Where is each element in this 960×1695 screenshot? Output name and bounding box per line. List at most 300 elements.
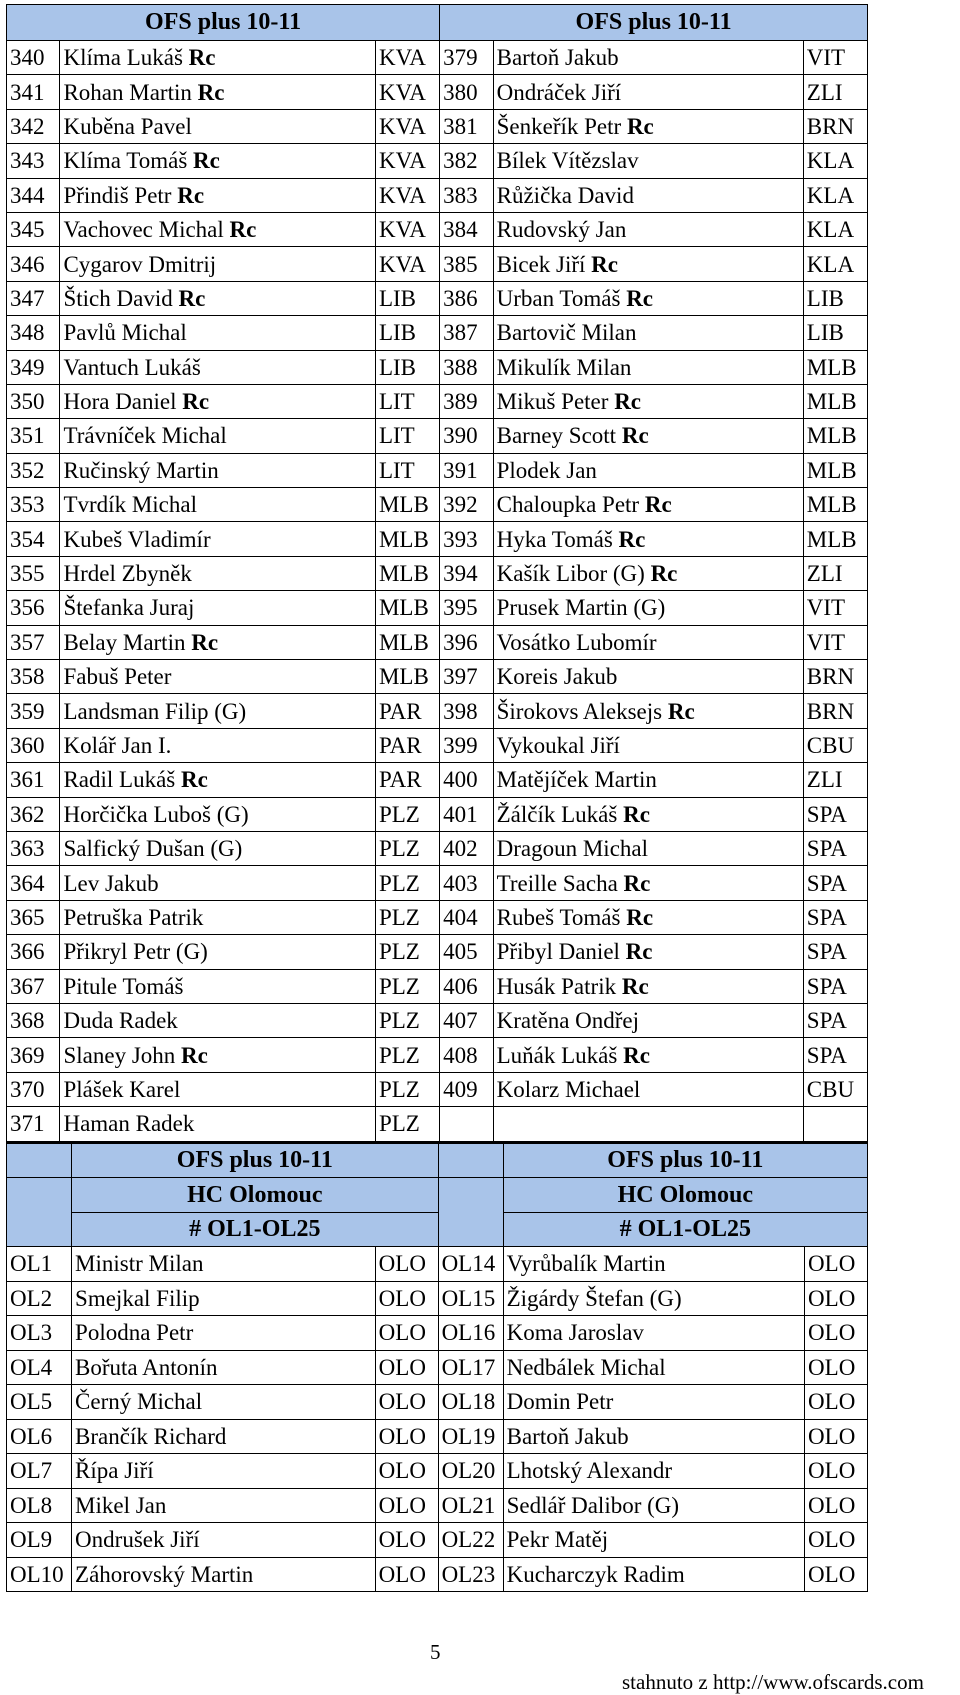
- team-code: OLO: [375, 1350, 438, 1385]
- team-code: MLB: [803, 488, 867, 522]
- team-code: VIT: [803, 591, 867, 625]
- olomouc-header-right-range: # OL1-OL25: [503, 1212, 867, 1247]
- card-number: 364: [7, 866, 60, 900]
- player-name: Ondráček Jiří: [493, 75, 803, 109]
- player-name: Vykoukal Jiří: [493, 728, 803, 762]
- table-row: [7, 1003, 868, 1037]
- card-number: OL3: [7, 1316, 72, 1351]
- team-code: MLB: [803, 350, 867, 384]
- table-row: [7, 1107, 868, 1141]
- card-number: 385: [440, 247, 493, 281]
- rookie-card-badge: Rc: [623, 801, 650, 827]
- table-row: [7, 247, 868, 281]
- player-name: Landsman Filip (G): [60, 694, 376, 728]
- team-code: SPA: [803, 969, 867, 1003]
- table-row: [7, 453, 868, 487]
- table-row: [7, 1488, 868, 1523]
- player-name: Mikulík Milan: [493, 350, 803, 384]
- team-code: MLB: [375, 522, 439, 556]
- team-code: OLO: [805, 1281, 868, 1316]
- card-number: OL4: [7, 1350, 72, 1385]
- card-number: OL1: [7, 1247, 72, 1282]
- team-code: OLO: [375, 1454, 438, 1489]
- player-name: Vantuch Lukáš: [60, 350, 376, 384]
- player-name: Rohan Martin Rc: [60, 75, 376, 109]
- player-name: Rubeš Tomáš Rc: [493, 900, 803, 934]
- player-name: Bicek Jiří Rc: [493, 247, 803, 281]
- team-code: LIT: [375, 419, 439, 453]
- card-number: OL15: [438, 1281, 503, 1316]
- player-name: Plodek Jan: [493, 453, 803, 487]
- card-number: 400: [440, 763, 493, 797]
- team-code: OLO: [375, 1281, 438, 1316]
- team-code: MLB: [803, 419, 867, 453]
- card-number: 366: [7, 935, 60, 969]
- card-number: OL5: [7, 1385, 72, 1420]
- team-code: MLB: [803, 453, 867, 487]
- team-code: OLO: [375, 1557, 438, 1592]
- player-name: Bořuta Antonín: [72, 1350, 376, 1385]
- rookie-card-badge: Rc: [614, 389, 642, 415]
- team-code: PAR: [375, 763, 439, 797]
- player-name: Slaney John Rc: [60, 1038, 376, 1072]
- card-number: OL8: [7, 1488, 72, 1523]
- card-number: OL10: [7, 1557, 72, 1592]
- team-code: PAR: [375, 728, 439, 762]
- team-code: OLO: [375, 1385, 438, 1420]
- card-number: 392: [440, 488, 493, 522]
- table-row: [7, 900, 868, 934]
- player-name: Pekr Matěj: [503, 1523, 804, 1558]
- rookie-card-badge: Rc: [181, 1042, 208, 1068]
- player-name: Urban Tomáš Rc: [493, 281, 803, 315]
- team-code: OLO: [805, 1488, 868, 1523]
- player-name: Luňák Lukáš Rc: [493, 1038, 803, 1072]
- card-number: 351: [7, 419, 60, 453]
- rookie-card-badge: Rc: [625, 939, 653, 965]
- team-code: VIT: [803, 41, 867, 75]
- team-code: KVA: [375, 41, 439, 75]
- rookie-card-badge: Rc: [650, 561, 678, 587]
- team-code: MLB: [803, 384, 867, 418]
- team-code: PLZ: [375, 900, 439, 934]
- player-name: Prusek Martin (G): [493, 591, 803, 625]
- player-name: Přibyl Daniel Rc: [493, 935, 803, 969]
- card-number: 404: [440, 900, 493, 934]
- header-blank: [7, 1143, 72, 1178]
- rookie-card-badge: Rc: [626, 113, 654, 139]
- card-number: 407: [440, 1003, 493, 1037]
- player-name: Šenkeřík Petr Rc: [493, 109, 803, 143]
- card-number: 383: [440, 178, 493, 212]
- team-code: BRN: [803, 694, 867, 728]
- header-blank: [438, 1143, 503, 1178]
- player-name: Širokovs Aleksejs Rc: [493, 694, 803, 728]
- rookie-card-badge: Rc: [181, 767, 208, 793]
- card-number: 395: [440, 591, 493, 625]
- team-code: OLO: [805, 1247, 868, 1282]
- card-number: 365: [7, 900, 60, 934]
- team-code: OLO: [805, 1454, 868, 1489]
- team-code: KVA: [375, 212, 439, 246]
- rookie-card-badge: Rc: [623, 870, 651, 896]
- team-code: KVA: [375, 144, 439, 178]
- table-row: [7, 1385, 868, 1420]
- table-row: [7, 969, 868, 1003]
- table-row: [7, 935, 868, 969]
- card-number: [440, 1107, 493, 1141]
- player-name: Kratěna Ondřej: [493, 1003, 803, 1037]
- table-row: [7, 1281, 868, 1316]
- player-name: Bartovič Milan: [493, 316, 803, 350]
- team-code: SPA: [803, 831, 867, 865]
- team-code: KVA: [375, 178, 439, 212]
- card-number: 358: [7, 660, 60, 694]
- player-name: Tvrdík Michal: [60, 488, 376, 522]
- rookie-card-badge: Rc: [626, 285, 654, 311]
- player-name: Mikel Jan: [72, 1488, 376, 1523]
- team-code: OLO: [805, 1523, 868, 1558]
- team-code: KVA: [375, 247, 439, 281]
- player-name: Přindiš Petr Rc: [60, 178, 376, 212]
- card-number: 397: [440, 660, 493, 694]
- team-code: PLZ: [375, 935, 439, 969]
- table-row: [7, 488, 868, 522]
- card-number: OL21: [438, 1488, 503, 1523]
- table-row: [7, 591, 868, 625]
- player-name: Treille Sacha Rc: [493, 866, 803, 900]
- player-name: Bartoň Jakub: [503, 1419, 804, 1454]
- card-number: OL9: [7, 1523, 72, 1558]
- player-name: Štefanka Juraj: [60, 591, 376, 625]
- team-code: SPA: [803, 797, 867, 831]
- card-number: OL22: [438, 1523, 503, 1558]
- checklist-table-top: [6, 4, 868, 1142]
- card-number: 353: [7, 488, 60, 522]
- team-code: PAR: [375, 694, 439, 728]
- olomouc-header-right-team: HC Olomouc: [503, 1178, 867, 1213]
- card-number: OL23: [438, 1557, 503, 1592]
- team-code: BRN: [803, 109, 867, 143]
- team-code: LIT: [375, 384, 439, 418]
- card-number: 341: [7, 75, 60, 109]
- rookie-card-badge: Rc: [621, 973, 649, 999]
- player-name: Vyrůbalík Martin: [503, 1247, 804, 1282]
- rookie-card-badge: Rc: [667, 698, 695, 724]
- table-row: [7, 212, 868, 246]
- team-code: MLB: [375, 488, 439, 522]
- team-code: KLA: [803, 144, 867, 178]
- player-name: Plášek Karel: [60, 1072, 376, 1106]
- team-code: PLZ: [375, 1038, 439, 1072]
- player-name: Rudovský Jan: [493, 212, 803, 246]
- team-code: SPA: [803, 1003, 867, 1037]
- team-code: CBU: [803, 1072, 867, 1106]
- card-number: 380: [440, 75, 493, 109]
- olomouc-header-right-title: OFS plus 10-11: [503, 1143, 867, 1178]
- card-number: 384: [440, 212, 493, 246]
- team-code: KVA: [375, 109, 439, 143]
- rookie-card-badge: Rc: [626, 904, 654, 930]
- card-number: 382: [440, 144, 493, 178]
- team-code: SPA: [803, 900, 867, 934]
- table-row: [7, 556, 868, 590]
- team-code: PLZ: [375, 866, 439, 900]
- player-name: Ručinský Martin: [60, 453, 376, 487]
- table-row: [7, 1557, 868, 1592]
- card-number: 363: [7, 831, 60, 865]
- player-name: Domin Petr: [503, 1385, 804, 1420]
- table-row: [7, 831, 868, 865]
- table-row: [7, 797, 868, 831]
- card-number: 352: [7, 453, 60, 487]
- player-name: Hora Daniel Rc: [60, 384, 376, 418]
- player-name: [493, 1107, 803, 1141]
- player-name: Kašík Libor (G) Rc: [493, 556, 803, 590]
- card-number: 388: [440, 350, 493, 384]
- player-name: Horčička Luboš (G): [60, 797, 376, 831]
- rookie-card-badge: Rc: [229, 217, 257, 243]
- table-row: [7, 384, 868, 418]
- player-name: Husák Patrik Rc: [493, 969, 803, 1003]
- table-row: [7, 75, 868, 109]
- team-code: MLB: [375, 591, 439, 625]
- card-number: 408: [440, 1038, 493, 1072]
- rookie-card-badge: Rc: [621, 423, 649, 449]
- card-number: 356: [7, 591, 60, 625]
- card-number: 359: [7, 694, 60, 728]
- rookie-card-badge: Rc: [182, 389, 210, 415]
- team-code: KVA: [375, 75, 439, 109]
- player-name: Růžička David: [493, 178, 803, 212]
- team-code: OLO: [805, 1557, 868, 1592]
- player-name: Přikryl Petr (G): [60, 935, 376, 969]
- player-name: Kolarz Michael: [493, 1072, 803, 1106]
- player-name: Vachovec Michal Rc: [60, 212, 376, 246]
- rookie-card-badge: Rc: [193, 148, 220, 174]
- team-code: MLB: [375, 556, 439, 590]
- card-number: 349: [7, 350, 60, 384]
- olomouc-header-left-range: # OL1-OL25: [72, 1212, 439, 1247]
- player-name: Žálčík Lukáš Rc: [493, 797, 803, 831]
- table-row: [7, 1523, 868, 1558]
- player-name: Nedbálek Michal: [503, 1350, 804, 1385]
- rookie-card-badge: Rc: [178, 285, 206, 311]
- player-name: Bartoň Jakub: [493, 41, 803, 75]
- team-code: KLA: [803, 178, 867, 212]
- card-number: OL16: [438, 1316, 503, 1351]
- card-number: OL14: [438, 1247, 503, 1282]
- rookie-card-badge: Rc: [177, 182, 205, 208]
- card-number: 344: [7, 178, 60, 212]
- team-code: LIB: [375, 316, 439, 350]
- team-code: PLZ: [375, 1072, 439, 1106]
- player-name: Hrdel Zbyněk: [60, 556, 376, 590]
- player-name: Pitule Tomáš: [60, 969, 376, 1003]
- player-name: Bílek Vítězslav: [493, 144, 803, 178]
- card-number: 347: [7, 281, 60, 315]
- player-name: Kucharczyk Radim: [503, 1557, 804, 1592]
- team-code: MLB: [375, 625, 439, 659]
- team-code: MLB: [803, 522, 867, 556]
- olomouc-header-left-team: HC Olomouc: [72, 1178, 439, 1213]
- table-row: [7, 41, 868, 75]
- card-number: 355: [7, 556, 60, 590]
- team-code: VIT: [803, 625, 867, 659]
- player-name: Klíma Tomáš Rc: [60, 144, 376, 178]
- player-name: Černý Michal: [72, 1385, 376, 1420]
- page-number: 5: [430, 1640, 441, 1664]
- player-name: Haman Radek: [60, 1107, 376, 1141]
- team-code: ZLI: [803, 556, 867, 590]
- rookie-card-badge: Rc: [191, 629, 219, 655]
- table-row: [7, 1454, 868, 1489]
- card-number: OL2: [7, 1281, 72, 1316]
- card-number: 346: [7, 247, 60, 281]
- player-name: Kubeš Vladimír: [60, 522, 376, 556]
- card-number: 394: [440, 556, 493, 590]
- team-code: OLO: [805, 1419, 868, 1454]
- player-name: Dragoun Michal: [493, 831, 803, 865]
- source-credit: stahnuto z http://www.ofscards.com: [622, 1670, 924, 1694]
- card-number: 357: [7, 625, 60, 659]
- player-name: Radil Lukáš Rc: [60, 763, 376, 797]
- player-name: Trávníček Michal: [60, 419, 376, 453]
- rookie-card-badge: Rc: [188, 45, 216, 71]
- table-row: [7, 144, 868, 178]
- player-name: Kuběna Pavel: [60, 109, 376, 143]
- team-code: LIB: [375, 281, 439, 315]
- olomouc-header-left-title: OFS plus 10-11: [72, 1143, 439, 1178]
- header-right: OFS plus 10-11: [440, 5, 868, 41]
- player-name: Koma Jaroslav: [503, 1316, 804, 1351]
- player-name: Klíma Lukáš Rc: [60, 41, 376, 75]
- table-row: [7, 728, 868, 762]
- team-code: OLO: [375, 1316, 438, 1351]
- team-code: OLO: [805, 1385, 868, 1420]
- player-name: Štich David Rc: [60, 281, 376, 315]
- team-code: KLA: [803, 212, 867, 246]
- card-number: OL18: [438, 1385, 503, 1420]
- player-name: Ministr Milan: [72, 1247, 376, 1282]
- rookie-card-badge: Rc: [618, 526, 646, 552]
- card-number: 391: [440, 453, 493, 487]
- card-number: 402: [440, 831, 493, 865]
- player-name: Vosátko Lubomír: [493, 625, 803, 659]
- card-number: 379: [440, 41, 493, 75]
- team-code: ZLI: [803, 763, 867, 797]
- header-blank: [7, 1178, 72, 1247]
- card-number: 370: [7, 1072, 60, 1106]
- rookie-card-badge: Rc: [197, 79, 225, 105]
- checklist-table-olomouc: [6, 1142, 868, 1592]
- card-number: OL7: [7, 1454, 72, 1489]
- table-row: [7, 694, 868, 728]
- card-number: 361: [7, 763, 60, 797]
- card-number: 406: [440, 969, 493, 1003]
- player-name: Řípa Jiří: [72, 1454, 376, 1489]
- card-number: 367: [7, 969, 60, 1003]
- player-name: Smejkal Filip: [72, 1281, 376, 1316]
- player-name: Cygarov Dmitrij: [60, 247, 376, 281]
- team-code: CBU: [803, 728, 867, 762]
- card-number: 381: [440, 109, 493, 143]
- team-code: LIB: [803, 316, 867, 350]
- card-number: 393: [440, 522, 493, 556]
- table-row: [7, 350, 868, 384]
- player-name: Fabuš Peter: [60, 660, 376, 694]
- player-name: Mikuš Peter Rc: [493, 384, 803, 418]
- team-code: OLO: [375, 1419, 438, 1454]
- table-row: [7, 281, 868, 315]
- table-row: [7, 1316, 868, 1351]
- card-number: 399: [440, 728, 493, 762]
- table-row: [7, 1419, 868, 1454]
- player-name: Petruška Patrik: [60, 900, 376, 934]
- team-code: KLA: [803, 247, 867, 281]
- card-number: 343: [7, 144, 60, 178]
- player-name: Hyka Tomáš Rc: [493, 522, 803, 556]
- card-number: 348: [7, 316, 60, 350]
- card-number: 386: [440, 281, 493, 315]
- player-name: Pavlů Michal: [60, 316, 376, 350]
- table-row: [7, 1038, 868, 1072]
- table-row: [7, 316, 868, 350]
- player-name: Polodna Petr: [72, 1316, 376, 1351]
- team-code: OLO: [805, 1350, 868, 1385]
- table-row: [7, 866, 868, 900]
- table-row: [7, 522, 868, 556]
- player-name: Belay Martin Rc: [60, 625, 376, 659]
- card-number: 405: [440, 935, 493, 969]
- table-row: [7, 419, 868, 453]
- card-number: 371: [7, 1107, 60, 1141]
- rookie-card-badge: Rc: [644, 492, 672, 518]
- player-name: Duda Radek: [60, 1003, 376, 1037]
- header-left: OFS plus 10-11: [7, 5, 440, 41]
- player-name: Žigárdy Štefan (G): [503, 1281, 804, 1316]
- team-code: LIB: [803, 281, 867, 315]
- card-number: 340: [7, 41, 60, 75]
- table-row: [7, 178, 868, 212]
- card-number: 342: [7, 109, 60, 143]
- team-code: PLZ: [375, 1003, 439, 1037]
- team-code: [803, 1107, 867, 1141]
- player-name: Brančík Richard: [72, 1419, 376, 1454]
- card-number: 368: [7, 1003, 60, 1037]
- player-name: Lev Jakub: [60, 866, 376, 900]
- table-row: [7, 1072, 868, 1106]
- card-number: 409: [440, 1072, 493, 1106]
- header-blank: [438, 1178, 503, 1247]
- player-name: Lhotský Alexandr: [503, 1454, 804, 1489]
- card-number: 389: [440, 384, 493, 418]
- table-row: [7, 660, 868, 694]
- table-row: [7, 625, 868, 659]
- team-code: OLO: [805, 1316, 868, 1351]
- team-code: OLO: [375, 1488, 438, 1523]
- card-number: 354: [7, 522, 60, 556]
- player-name: Kolář Jan I.: [60, 728, 376, 762]
- table-row: [7, 763, 868, 797]
- card-number: 390: [440, 419, 493, 453]
- card-number: 345: [7, 212, 60, 246]
- card-number: 401: [440, 797, 493, 831]
- team-code: ZLI: [803, 75, 867, 109]
- table-row: [7, 1247, 868, 1282]
- card-number: 362: [7, 797, 60, 831]
- player-name: Barney Scott Rc: [493, 419, 803, 453]
